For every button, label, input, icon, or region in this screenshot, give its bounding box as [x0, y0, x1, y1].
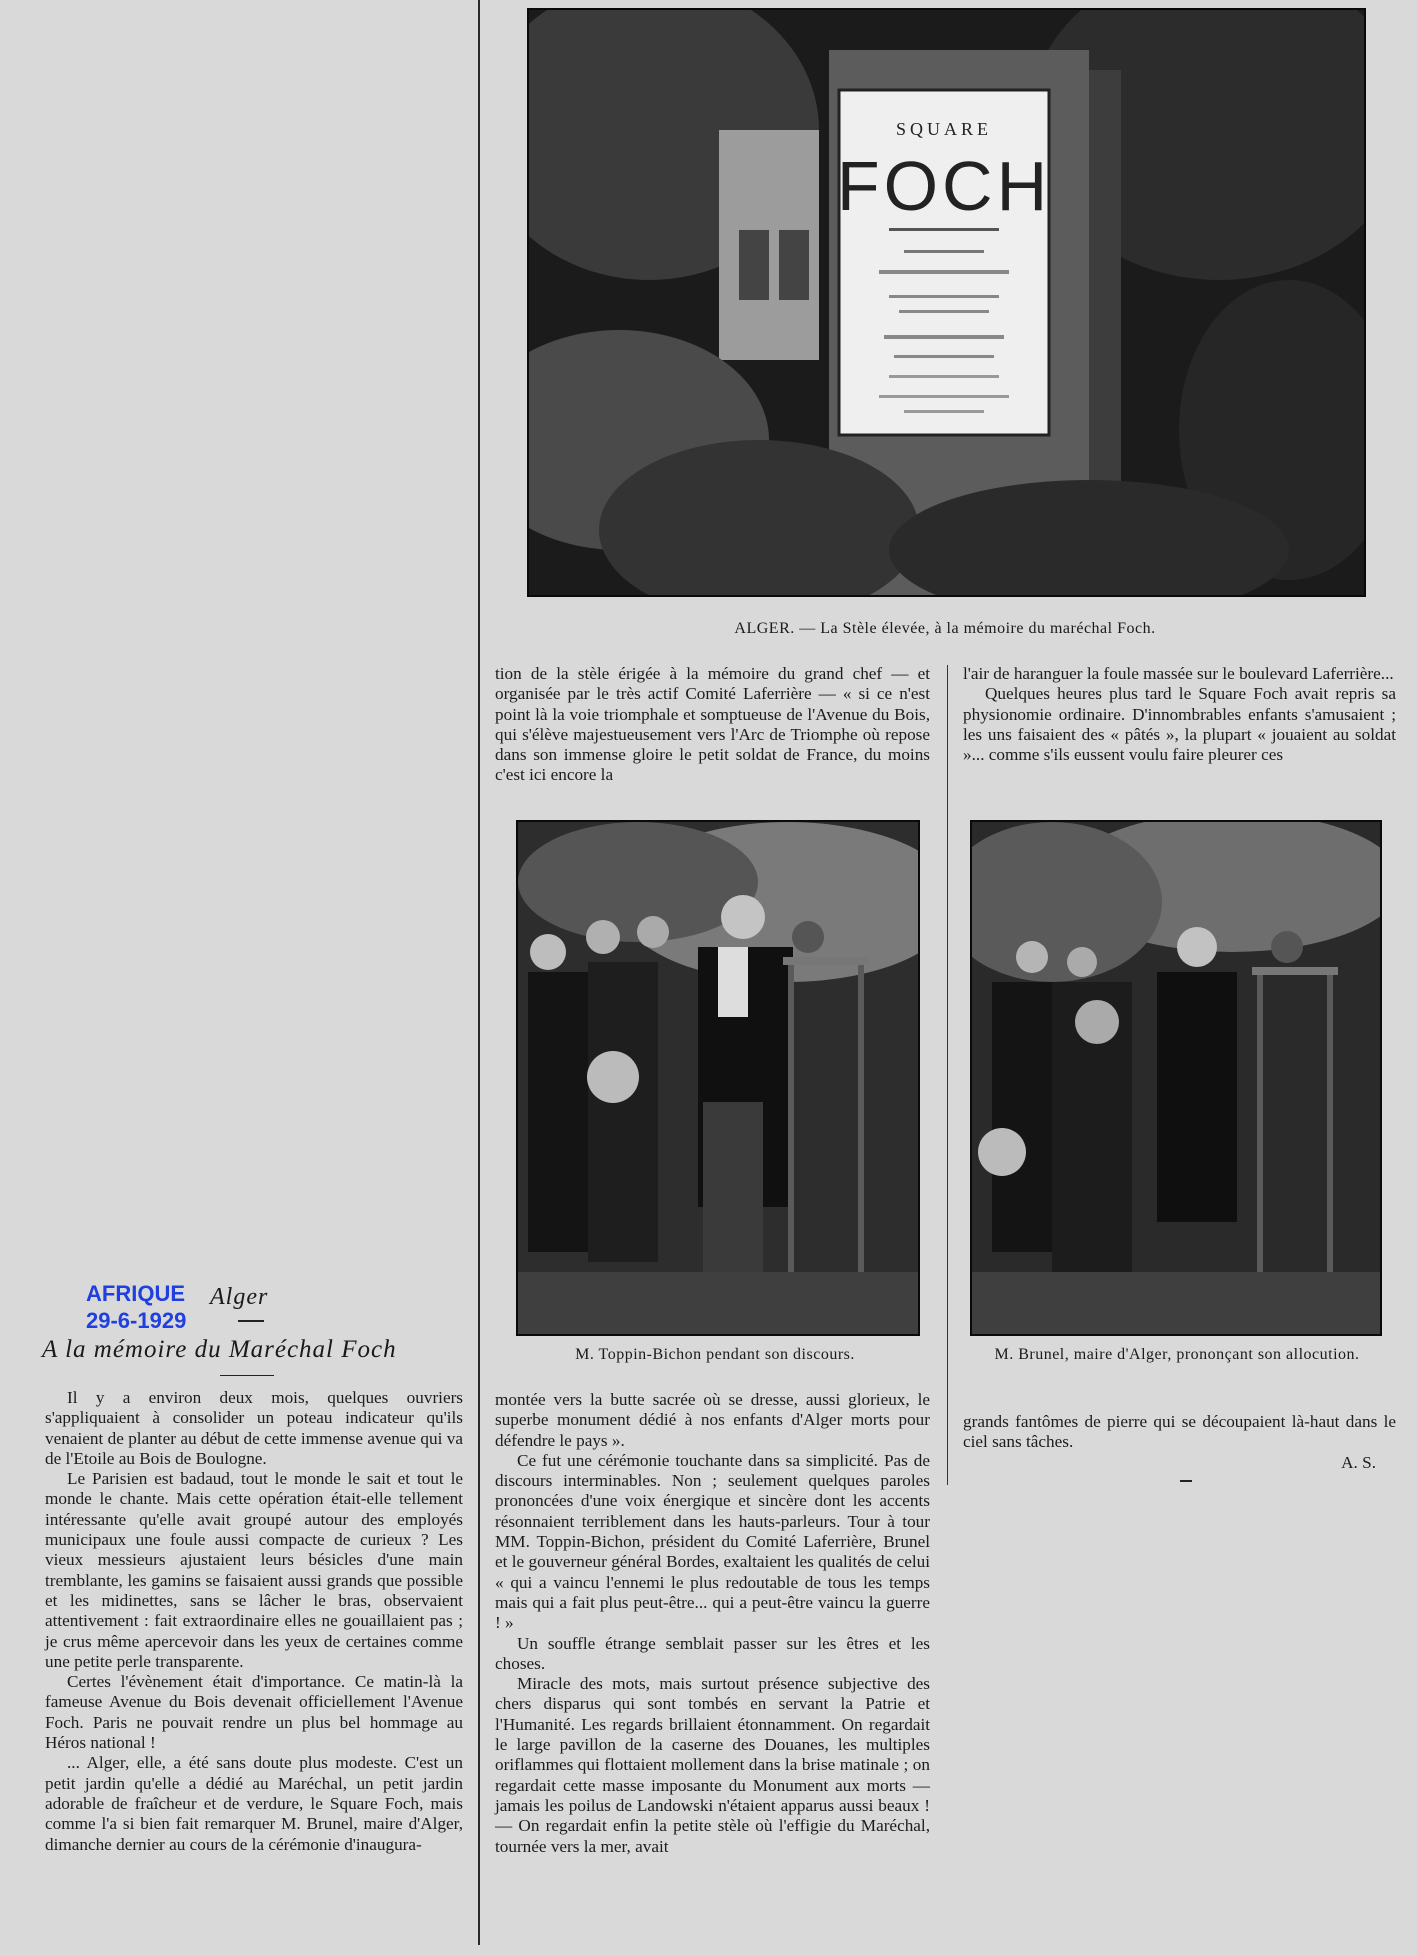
- article-column-2-bottom: [495, 1390, 930, 1857]
- paragraph: montée vers la butte sacrée où se dresse, aussi glorieux, le superbe monument dédié à nos enfants d'Alger morts pour défendre le pays ».: [495, 1390, 930, 1450]
- article-title: A la mémoire du Maréchal Foch: [42, 1336, 397, 1363]
- paragraph: Certes l'évènement était d'importance. Ce matin-là la fameuse Avenue du Bois devenait officiellement l'Avenue Foch. Paris ne pouvait rendre un plus bel hommage au Héros national !: [45, 1672, 463, 1753]
- paragraph: Miracle des mots, mais surtout présence subjective des chers disparus qui sont tombés en servant la Patrie et l'Humanité. Les regards brillaient étonnamment. On regardait le large pavillon de la caserne des Douanes, les multiples oriflammes qui flottaient mollement dans la brise matinale ; on regardait cette masse imposante du Monument aux morts — jamais les poilus de Landowski n'étaient apparus aussi beaux ! — On regardait enfin la petite stèle où l'effigie du Maréchal, tournée vers la mer, avait: [495, 1674, 930, 1856]
- end-mark: [1180, 1480, 1192, 1482]
- paragraph: Ce fut une cérémonie touchante dans sa simplicité. Pas de discours interminables. Non ; seulement quelques paroles prononcées d'une voix énergique et sincère dont les accents résonnaient terriblement dans les hauts-parleurs. Tour à tour MM. Toppin-Bichon, président du Comité Laferrière, Brunel et le gouverneur général Bordes, exaltaient les qualités de celui « qui a vaincu l'ennemi le plus redoutable de tous les temps mais qui a fait plus peut-être... qui a peut-être vaincu la guerre ! »: [495, 1450, 930, 1633]
- paragraph: tion de la stèle érigée à la mémoire du grand chef — et organisée par le très actif Comité Laferrière — « si ce n'est point là la voie triomphale et somptueuse de l'Avenue du Bois, qui s'élève majestueusement vers l'Arc de Triomphe où repose dans son immense gloire le petit soldat de France, du moins c'est ici encore la: [495, 664, 930, 785]
- paragraph: Le Parisien est badaud, tout le monde le sait et tout le monde le chante. Mais cette opération était-elle tellement intéressante qu'elle avait groupé autour des employés municipaux une foule aussi compacte de curieux ? Les vieux messieurs ajustaient leurs bésicles d'une main tremblante, les gamins se faisaient aussi grands que possible et les midinettes, sans se lâcher le bras, observaient attentivement : fait extraordinaire elles ne gouaillaient pas ; je crus même apercevoir dans les yeux de certaines comme une petite perle transparente.: [45, 1469, 463, 1671]
- photo-stele: [527, 8, 1366, 597]
- date-label: 29-6-1929: [86, 1308, 187, 1333]
- paragraph: ... Alger, elle, a été sans doute plus modeste. C'est un petit jardin qu'elle a dédié au Maréchal, un petit jardin adorable de fraîcheur et de verdure, le Square Foch, mais comme l'a si bien fait remarquer M. Brunel, maire d'Alger, dimanche dernier au cours de la cérémonie d'inaugura-: [45, 1753, 463, 1854]
- region-date-stamp: [86, 1280, 186, 1334]
- signature: A. S.: [1341, 1452, 1376, 1472]
- photo-stele-caption: ALGER. — La Stèle élevée, à la mémoire du maréchal Foch.: [734, 620, 1156, 637]
- article-column-3-top: [963, 664, 1396, 765]
- city-label: Alger: [210, 1284, 269, 1310]
- column-rule: [947, 665, 948, 1485]
- paragraph: Il y a environ deux mois, quelques ouvriers s'appliquaient à consolider un poteau indicateur qu'ils venaient de planter au début de cette immense avenue qui va de l'Etoile au Bois de Boulogne.: [45, 1388, 463, 1468]
- separator: [220, 1375, 274, 1376]
- sign-foch: FOCH: [836, 147, 1052, 225]
- article-column-2-top: [495, 664, 930, 786]
- photo-toppin-bichon-caption: M. Toppin-Bichon pendant son discours.: [575, 1346, 855, 1363]
- region-label: AFRIQUE: [86, 1281, 185, 1306]
- paragraph: Un souffle étrange semblait passer sur les êtres et les choses.: [495, 1633, 930, 1673]
- sign-square: SQUARE: [895, 119, 993, 139]
- photo-toppin-bichon: [516, 820, 920, 1336]
- article-column-3-bottom: [963, 1412, 1396, 1473]
- photo-brunel-caption: M. Brunel, maire d'Alger, prononçant son allocution.: [994, 1346, 1360, 1363]
- column-rule: [478, 0, 480, 1945]
- separator: [238, 1320, 264, 1322]
- paragraph: grands fantômes de pierre qui se découpaient là-haut dans le ciel sans tâches.: [963, 1412, 1396, 1452]
- paragraph: Quelques heures plus tard le Square Foch avait repris sa physionomie ordinaire. D'innombrables enfants s'amusaient ; les uns faisaient des « pâtés », la plupart « jouaient au soldat »... comme s'ils eussent voulu faire pleurer ces: [963, 684, 1396, 765]
- photo-brunel: [970, 820, 1382, 1336]
- article-column-1: [45, 1388, 463, 1855]
- paragraph: l'air de haranguer la foule massée sur le boulevard Laferrière...: [963, 664, 1394, 683]
